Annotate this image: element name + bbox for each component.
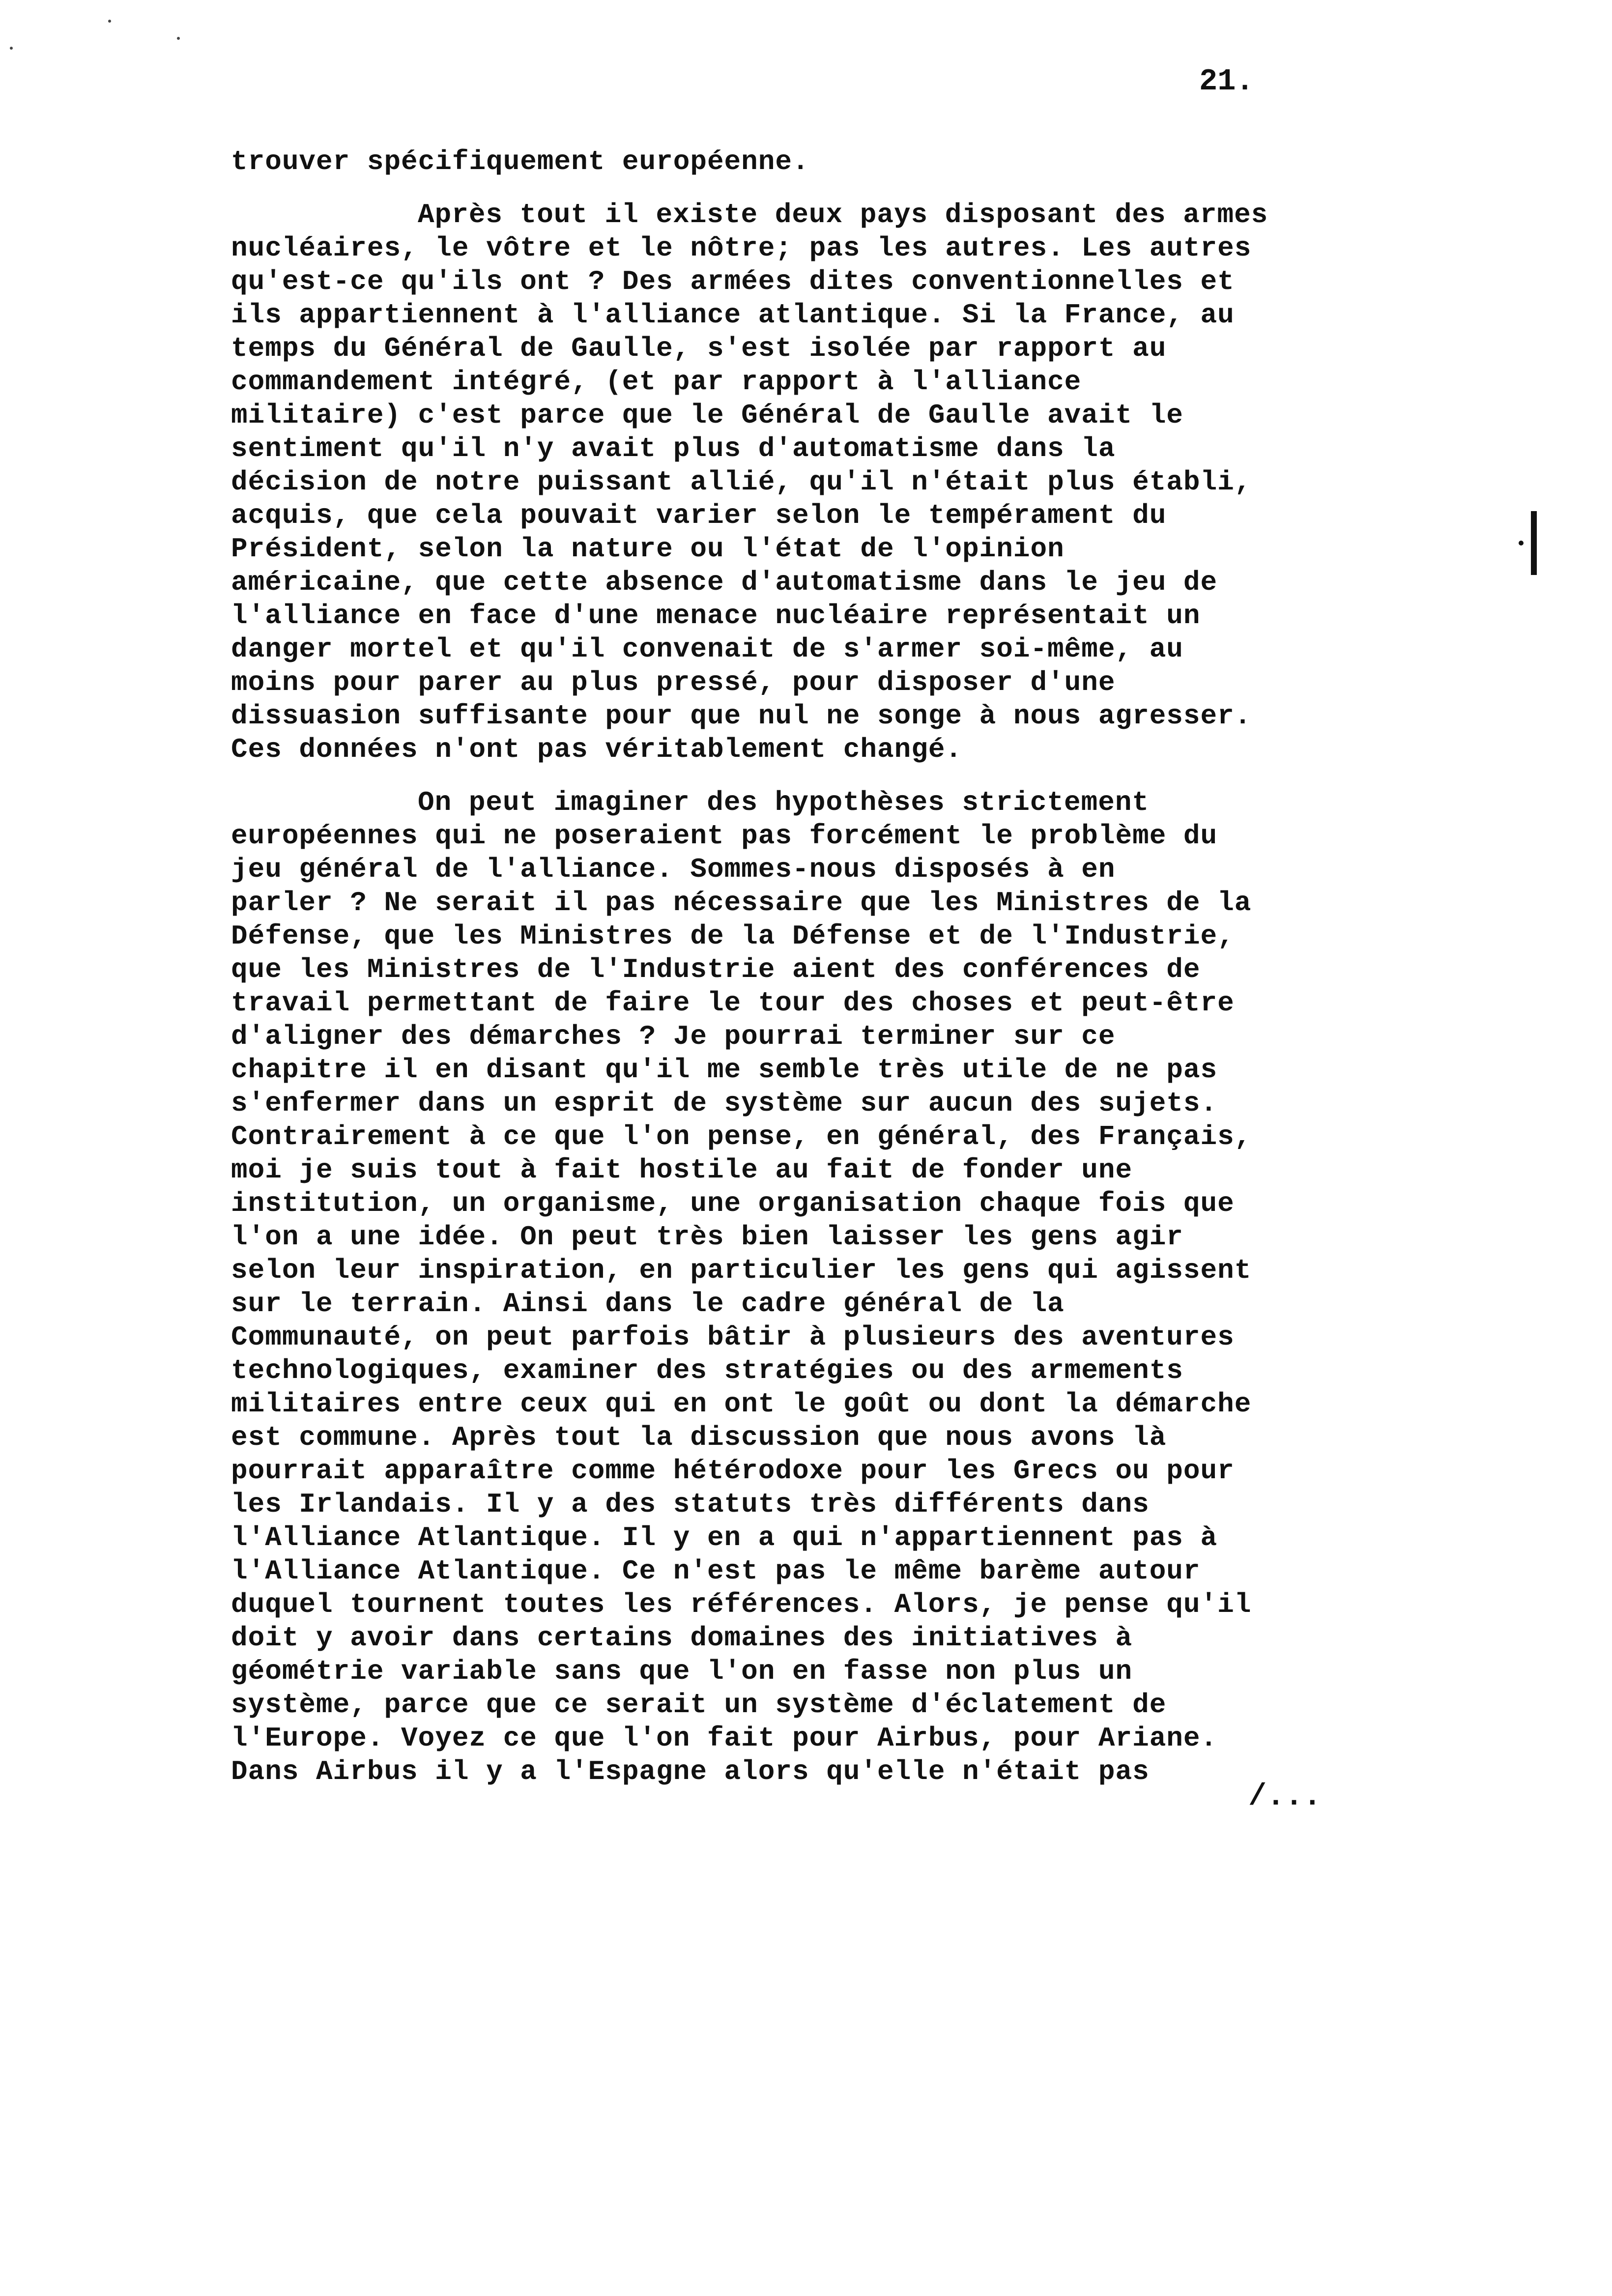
- scan-speck: [10, 47, 13, 50]
- text-line: sentiment qu'il n'y avait plus d'automatisme dans la: [231, 433, 1116, 464]
- margin-dot: [1519, 541, 1524, 545]
- text-line: sur le terrain. Ainsi dans le cadre général de la: [231, 1288, 1065, 1320]
- text-line: européennes qui ne poseraient pas forcément le problème du: [231, 820, 1218, 852]
- paragraph-gap: [231, 766, 1460, 786]
- text-line: l'on a une idée. On peut très bien laisser les gens agir: [231, 1221, 1183, 1253]
- text-line: technologiques, examiner des stratégies ou des armements: [231, 1355, 1183, 1386]
- text-line: s'enfermer dans un esprit de système sur aucun des sujets.: [231, 1088, 1218, 1119]
- text-line: militaire) c'est parce que le Général de Gaulle avait le: [231, 400, 1183, 431]
- text-line: ils appartiennent à l'alliance atlantique. Si la France, au: [231, 299, 1235, 331]
- paragraph-3: [231, 786, 1460, 1788]
- text-line: moins pour parer au plus pressé, pour disposer d'une: [231, 667, 1116, 698]
- text-line: l'alliance en face d'une menace nucléaire représentait un: [231, 600, 1201, 631]
- text-line: l'Alliance Atlantique. Il y en a qui n'appartiennent pas à: [231, 1522, 1218, 1553]
- text-line: nucléaires, le vôtre et le nôtre; pas les autres. Les autres: [231, 232, 1252, 264]
- text-line: temps du Général de Gaulle, s'est isolée par rapport au: [231, 333, 1167, 364]
- text-line: On peut imaginer des hypothèses strictement: [418, 787, 1150, 818]
- margin-mark: [1531, 511, 1537, 575]
- text-line: Défense, que les Ministres de la Défense et de l'Industrie,: [231, 920, 1235, 952]
- text-line: dissuasion suffisante pour que nul ne songe à nous agresser.: [231, 700, 1252, 732]
- text-line: parler ? Ne serait il pas nécessaire que les Ministres de la: [231, 887, 1252, 918]
- text-line: acquis, que cela pouvait varier selon le tempérament du: [231, 500, 1167, 531]
- text-line: commandement intégré, (et par rapport à l'alliance: [231, 366, 1082, 398]
- text-line: les Irlandais. Il y a des statuts très différents dans: [231, 1489, 1150, 1520]
- text-line: est commune. Après tout la discussion que nous avons là: [231, 1422, 1167, 1453]
- text-line: d'aligner des démarches ? Je pourrai terminer sur ce: [231, 1021, 1116, 1052]
- text-line: jeu général de l'alliance. Sommes-nous disposés à en: [231, 854, 1116, 885]
- scan-speck: [177, 37, 180, 40]
- text-line: trouver spécifiquement européenne.: [231, 146, 809, 177]
- paragraph-2: [231, 198, 1460, 766]
- scan-speck: [108, 20, 111, 23]
- text-line: Contrairement à ce que l'on pense, en général, des Français,: [231, 1121, 1252, 1152]
- text-line: que les Ministres de l'Industrie aient des conférences de: [231, 954, 1201, 985]
- text-line: qu'est-ce qu'ils ont ? Des armées dites conventionnelles et: [231, 266, 1235, 297]
- text-line: institution, un organisme, une organisation chaque fois que: [231, 1188, 1235, 1219]
- page-number: 21.: [1199, 64, 1254, 99]
- text-line: chapitre il en disant qu'il me semble très utile de ne pas: [231, 1054, 1218, 1086]
- text-line: Communauté, on peut parfois bâtir à plusieurs des aventures: [231, 1321, 1235, 1353]
- text-line: duquel tournent toutes les références. Alors, je pense qu'il: [231, 1589, 1252, 1620]
- paragraph-gap: [231, 178, 1460, 198]
- text-line: pourrait apparaître comme hétérodoxe pour les Grecs ou pour: [231, 1455, 1235, 1487]
- text-line: moi je suis tout à fait hostile au fait de fonder une: [231, 1154, 1133, 1186]
- text-line: géométrie variable sans que l'on en fasse non plus un: [231, 1656, 1133, 1687]
- text-line: décision de notre puissant allié, qu'il n'était plus établi,: [231, 466, 1252, 498]
- text-line: Après tout il existe deux pays disposant des armes: [418, 199, 1268, 230]
- text-line: selon leur inspiration, en particulier les gens qui agissent: [231, 1255, 1252, 1286]
- paragraph-1: [231, 145, 1460, 178]
- text-line: travail permettant de faire le tour des choses et peut-être: [231, 987, 1235, 1019]
- body-text: [231, 145, 1460, 1788]
- text-line: danger mortel et qu'il convenait de s'armer soi-même, au: [231, 633, 1183, 665]
- text-line: doit y avoir dans certains domaines des initiatives à: [231, 1622, 1133, 1654]
- text-line: Président, selon la nature ou l'état de l'opinion: [231, 533, 1065, 565]
- text-line: l'Europe. Voyez ce que l'on fait pour Airbus, pour Ariane.: [231, 1722, 1218, 1754]
- text-line: Ces données n'ont pas véritablement changé.: [231, 734, 963, 765]
- text-line: américaine, que cette absence d'automatisme dans le jeu de: [231, 567, 1218, 598]
- continuation-mark: /...: [1248, 1779, 1322, 1814]
- text-line: système, parce que ce serait un système d'éclatement de: [231, 1689, 1167, 1721]
- text-line: militaires entre ceux qui en ont le goût ou dont la démarche: [231, 1388, 1252, 1420]
- text-line: Dans Airbus il y a l'Espagne alors qu'elle n'était pas: [231, 1756, 1150, 1787]
- text-line: l'Alliance Atlantique. Ce n'est pas le même barème autour: [231, 1555, 1201, 1587]
